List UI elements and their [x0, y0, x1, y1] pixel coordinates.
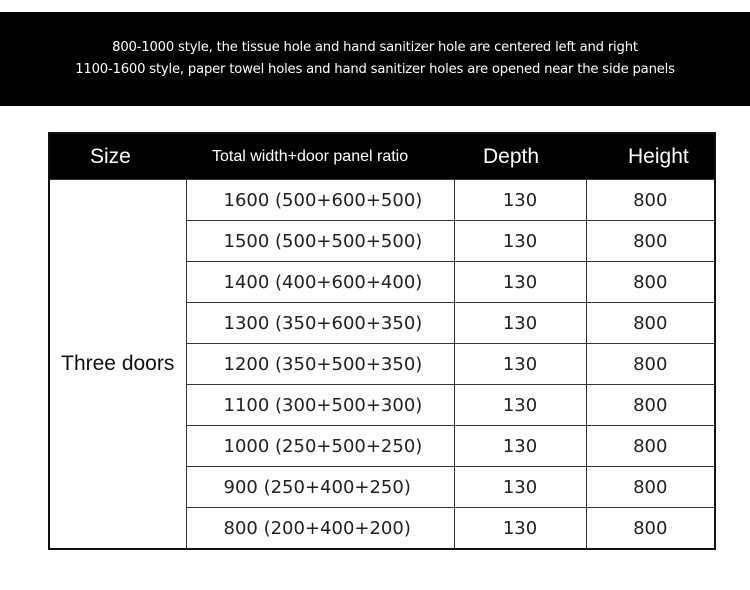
- depth-cell: 130: [454, 344, 586, 385]
- header-height: Height: [586, 133, 715, 180]
- height-cell: 800: [586, 344, 715, 385]
- height-cell: 800: [586, 262, 715, 303]
- depth-cell: 130: [454, 221, 586, 262]
- header-total-width: Total width+door panel ratio: [186, 133, 454, 180]
- size-cell: 1500 (500+500+500): [186, 221, 454, 262]
- size-cell: 1000 (250+500+250): [186, 426, 454, 467]
- height-cell: 800: [586, 303, 715, 344]
- banner-line-1: 800-1000 style, the tissue hole and hand sanitizer hole are centered left and right: [112, 40, 638, 55]
- depth-cell: 130: [454, 467, 586, 508]
- height-cell: 800: [586, 426, 715, 467]
- depth-cell: 130: [454, 303, 586, 344]
- depth-cell: 130: [454, 385, 586, 426]
- size-spec-table: [48, 132, 716, 550]
- table-row: [49, 180, 715, 221]
- depth-cell: 130: [454, 508, 586, 550]
- size-cell: 1400 (400+600+400): [186, 262, 454, 303]
- size-cell: 1100 (300+500+300): [186, 385, 454, 426]
- height-cell: 800: [586, 508, 715, 550]
- size-cell: 1300 (350+600+350): [186, 303, 454, 344]
- header-size: Size: [49, 133, 186, 180]
- height-cell: 800: [586, 385, 715, 426]
- info-banner: [0, 12, 750, 106]
- table-header-row: [49, 133, 715, 180]
- height-cell: 800: [586, 467, 715, 508]
- size-cell: 1200 (350+500+350): [186, 344, 454, 385]
- size-cell: 800 (200+400+200): [186, 508, 454, 550]
- group-label-three-doors: Three doors: [49, 180, 186, 550]
- size-cell: 900 (250+400+250): [186, 467, 454, 508]
- banner-line-2: 1100-1600 style, paper towel holes and hand sanitizer holes are opened near the side panels: [75, 62, 675, 77]
- height-cell: 800: [586, 221, 715, 262]
- height-cell: 800: [586, 180, 715, 221]
- size-cell: 1600 (500+600+500): [186, 180, 454, 221]
- depth-cell: 130: [454, 426, 586, 467]
- depth-cell: 130: [454, 180, 586, 221]
- header-depth: Depth: [454, 133, 586, 180]
- depth-cell: 130: [454, 262, 586, 303]
